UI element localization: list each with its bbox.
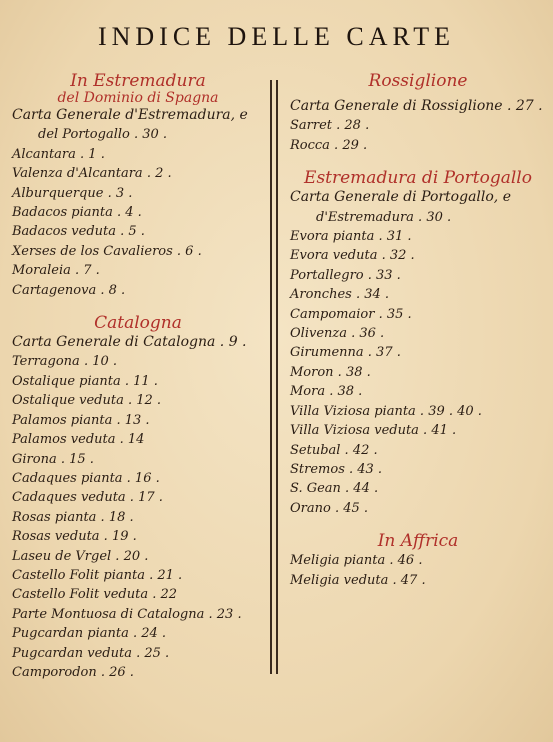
map-entry: Rocca . 29 . — [290, 137, 368, 153]
map-entry: Pugcardan pianta . 24 . — [12, 626, 167, 642]
map-entry: Castello Folit veduta . 22 — [12, 587, 178, 603]
section-heading-catalogna: Catalogna — [94, 313, 182, 334]
map-entry: Pugcardan veduta . 25 . — [12, 645, 170, 661]
map-entry: Ostalique veduta . 12 . — [12, 393, 162, 409]
map-entry: S. Gean . 44 . — [290, 481, 379, 497]
map-entry: Evora pianta . 31 . — [290, 229, 412, 245]
map-entry: d'Estremadura . 30 . — [316, 209, 452, 225]
map-entry: Badacos pianta . 4 . — [12, 205, 142, 221]
map-entry: Mora . 38 . — [290, 384, 363, 400]
map-entry: Xerses de los Cavalieros . 6 . — [12, 243, 202, 259]
map-entry: Badacos veduta . 5 . — [12, 224, 145, 240]
map-entry: Carta Generale di Rossiglione . 27 . — [290, 98, 543, 114]
section-gap — [290, 155, 546, 169]
map-entry: Carta Generale di Catalogna . 9 . — [12, 334, 247, 351]
map-entry: Meligia veduta . 47 . — [290, 572, 426, 588]
map-entry: Cadaques pianta . 16 . — [12, 470, 160, 486]
map-entry: Laseu de Vrgel . 20 . — [12, 548, 149, 564]
map-entry: Carta Generale d'Estremadura, e — [12, 107, 248, 123]
map-entry: Olivenza . 36 . — [290, 326, 385, 342]
section-gap — [290, 518, 546, 532]
map-entry: Evora veduta . 32 . — [290, 248, 415, 264]
map-entry: Orano . 45 . — [290, 500, 369, 516]
map-entry: Palamos veduta . 14 — [12, 432, 145, 448]
section-heading-rossiglione: Rossiglione — [368, 71, 468, 91]
map-entry: Meligia pianta . 46 . — [290, 553, 423, 569]
map-entry: Alcantara . 1 . — [12, 146, 105, 162]
map-entry: del Portogallo . 30 . — [38, 127, 168, 143]
map-entry: Alburquerque . 3 . — [12, 185, 133, 201]
map-entry: Moraleia . 7 . — [12, 263, 100, 279]
section-heading-estremadura: In Estremadura — [70, 71, 206, 91]
map-entry: Villa Viziosa pianta . 39 . 40 . — [290, 403, 482, 419]
map-entry: Parte Montuosa di Catalogna . 23 . — [12, 606, 242, 622]
map-entry: Moron . 38 . — [290, 364, 371, 380]
map-entry: Cartagenova . 8 . — [12, 282, 126, 298]
map-entry: Girumenna . 37 . — [290, 345, 401, 361]
section-subheading-estremadura: del Dominio di Spagna — [57, 90, 219, 106]
left-column — [12, 72, 264, 682]
map-entry: Setubal . 42 . — [290, 442, 378, 458]
map-entry: Stremos . 43 . — [290, 461, 383, 477]
map-entry: Terragona . 10 . — [12, 354, 118, 370]
map-entry: Aronches . 34 . — [290, 287, 390, 303]
map-entry: Valenza d'Alcantara . 2 . — [12, 166, 172, 182]
map-entry: Palamos pianta . 13 . — [12, 412, 150, 428]
map-entry: Rosas pianta . 18 . — [12, 509, 134, 525]
map-entry: Portallegro . 33 . — [290, 267, 401, 283]
map-entry: Ostalique pianta . 11 . — [12, 373, 158, 389]
map-entry: Cadaques veduta . 17 . — [12, 490, 163, 506]
section-heading-portogallo: Estremadura di Portogallo — [304, 168, 532, 189]
section-heading-affrica: In Affrica — [377, 531, 459, 552]
map-entry: Camporodon . 26 . — [12, 664, 134, 680]
map-entry: Campomaior . 35 . — [290, 306, 412, 322]
map-entry: Sarret . 28 . — [290, 118, 370, 134]
map-entry: Carta Generale di Portogallo, e — [290, 189, 511, 206]
map-entry: Villa Viziosa veduta . 41 . — [290, 423, 457, 439]
map-entry: Rosas veduta . 19 . — [12, 529, 137, 545]
map-entry: Castello Folit pianta . 21 . — [12, 567, 183, 583]
section-gap — [12, 300, 264, 314]
map-entry: Girona . 15 . — [12, 451, 94, 467]
page-title: INDICE DELLE CARTE — [97, 22, 456, 51]
right-column — [290, 72, 546, 590]
column-divider — [270, 80, 278, 674]
